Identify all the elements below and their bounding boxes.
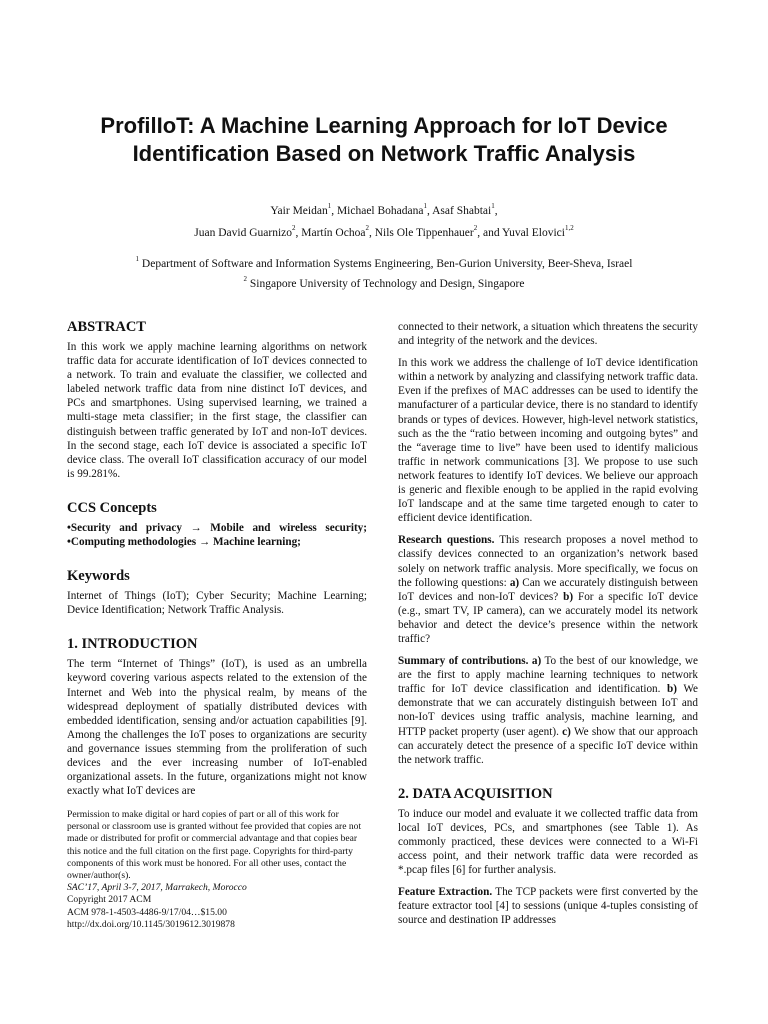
intro-continuation: connected to their network, a situation which threatens the security and integrity of the network and the devices. [398, 321, 698, 348]
contributions-label: Summary of contributions. [398, 655, 529, 668]
left-column [67, 318, 367, 806]
author-list [40, 200, 728, 244]
introduction-heading: 1. INTRODUCTION [67, 636, 198, 653]
abstract-text: In this work we apply machine learning algorithms on network traffic data for accurate identification of IoT devices connected to a network. To train and evaluate the classifier, we collected and labeled network traffic data from nine distinct IoT devices, and PCs and smartphones. Using supervised learning, we trained a multi-stage meta classifier; in the first stage, the classifier can distinguish between traffic generated by IoT and non-IoT devices. In the second stage, each IoT device is associated a specific IoT device class. The overall IoT classification accuracy of our model is 99.281%. [67, 341, 367, 480]
keywords-text: Internet of Things (IoT); Cyber Security; Machine Learning; Device Identification; Network Traffic Analysis. [67, 590, 367, 617]
ccs-text: •Security and privacy → Mobile and wireless security; •Computing methodologies → Machine learning; [67, 521, 367, 549]
affiliations [40, 254, 728, 294]
affiliation-2: $^2$ Singapore University of Technology and Design, Singapore [243, 275, 525, 290]
copyright-line: Copyright 2017 ACM [67, 894, 152, 906]
permission-footer [67, 809, 367, 931]
ccs-heading: CCS Concepts [67, 499, 157, 516]
doi-link[interactable]: http://dx.doi.org/10.1145/3019612.3019878 [67, 918, 235, 930]
isbn-line: ACM 978-1-4503-4486-9/17/04…$15.00 [67, 906, 227, 918]
author-name: Asaf Shabtai [432, 205, 492, 217]
paper-title [40, 112, 728, 168]
contributions-paragraph: Summary of contributions. a) To the best of our knowledge, we are the first to apply machine learning techniques to network traffic for IoT device classification and identification. b) We demonstrate that we can accurately distinguish between IoT and non-IoT devices using traffic analysis, machine learning, and HTTP packet property (user agent). c) We show that our approach can accurately detect the presence of a specific IoT device within the network traffic. [398, 655, 699, 766]
author-name: Yair Meidan [270, 205, 328, 217]
author-name: Juan David Guarnizo [194, 227, 292, 239]
data-acquisition-paragraph: To induce our model and evaluate it we collected traffic data from local IoT devices, PCs, and smartphones (see Table 1). As commonly practiced, these devices were connected to a Wi-Fi access point, and their network traffic data were recorded as *.pcap files [6] for further analysis. [398, 807, 698, 877]
title-line-1: ProfilIoT: A Machine Learning Approach for IoT Device [100, 113, 668, 138]
author-name: Martín Ochoa [301, 227, 366, 239]
author-name: Yuval Elovici [502, 227, 565, 239]
feature-extraction-paragraph: Feature Extraction. The TCP packets were first converted by the feature extractor tool [4] to sessions (unique 4-tuples consisting of source and destination IP addresses [398, 886, 698, 927]
title-line-2: Identification Based on Network Traffic Analysis [132, 141, 636, 166]
abstract-heading: ABSTRACT [67, 319, 146, 335]
conference-venue: SAC’17, April 3-7, 2017, Marrakech, Morocco [67, 882, 247, 894]
permission-notice: Permission to make digital or hard copies of part or all of this work for personal or classroom use is granted without fee provided that copies are not made or distributed for profit or commercial advantage and that copies bear this notice and the full citation on the first page. Copyrights for third-party components of this work must be honored. For all other uses, contact the owner/author(s). [67, 809, 362, 882]
data-acquisition-heading: 2. DATA ACQUISITION [398, 785, 553, 802]
author-line-2: Juan David Guarnizo$^2$, Martín Ochoa$^2$, Nils Ole Tippenhauer$^2$, and Yuval Elovici$^{1,2}$ [194, 224, 574, 239]
introduction-paragraph: The term “Internet of Things” (IoT), is used as an umbrella keyword covering various aspects related to the extension of the Internet and Web into the physical realm, by means of the widespread deployment of spatially distributed devices with embedded identification, sensing and/or actuation capabilities [9]. Among the challenges the IoT poses to organizations are security and governance issues stemming from the proliferation of such devices and the ever increasing number of IoT-enabled organizational assets. In the future, organizations might not know exactly what IoT devices are [67, 658, 367, 798]
author-name: Nils Ole Tippenhauer [374, 227, 474, 239]
research-questions-paragraph: Research questions. This research proposes a novel method to classify devices connected to an organization’s network based solely on network traffic analysis. More specifically, we focus on the following questions: a) Can we accurately distinguish between IoT devices and non-IoT devices? b) For a specific IoT device (e.g., smart TV, IP camera), can we accurately model its network behavior and detect the device’s presence within the network traffic? [398, 534, 699, 645]
right-column [398, 320, 698, 936]
affiliation-1: $^1$ Department of Software and Information Systems Engineering, Ben-Gurion University, Beer-Sheva, Israel [135, 255, 633, 270]
author-name: Michael Bohadana [336, 205, 424, 217]
intro-paragraph-2: In this work we address the challenge of IoT device identification within a network by analyzing and classifying network traffic data. Even if the prefixes of MAC addresses can be used to identify the manufacturer of a particular device, there is no standard to identify brands or types of devices. However, high-level network statistics, such as the the “ratio between incoming and outgoing bytes” and the “average time to live” have been used to identify malicious traffic in network communications [3]. We propose to use such network features to identify IoT devices. We believe our approach is generic and flexible enough to be applied in the rapid evolving IoT landscape and at the same time targeted enough to cater to efficient device identification. [398, 357, 698, 525]
keywords-heading: Keywords [67, 568, 130, 585]
author-line-1: Yair Meidan$^1$, Michael Bohadana$^1$, Asaf Shabtai$^1$, [270, 202, 498, 217]
feature-extraction-label: Feature Extraction. [398, 886, 493, 899]
research-questions-label: Research questions. [398, 534, 495, 547]
